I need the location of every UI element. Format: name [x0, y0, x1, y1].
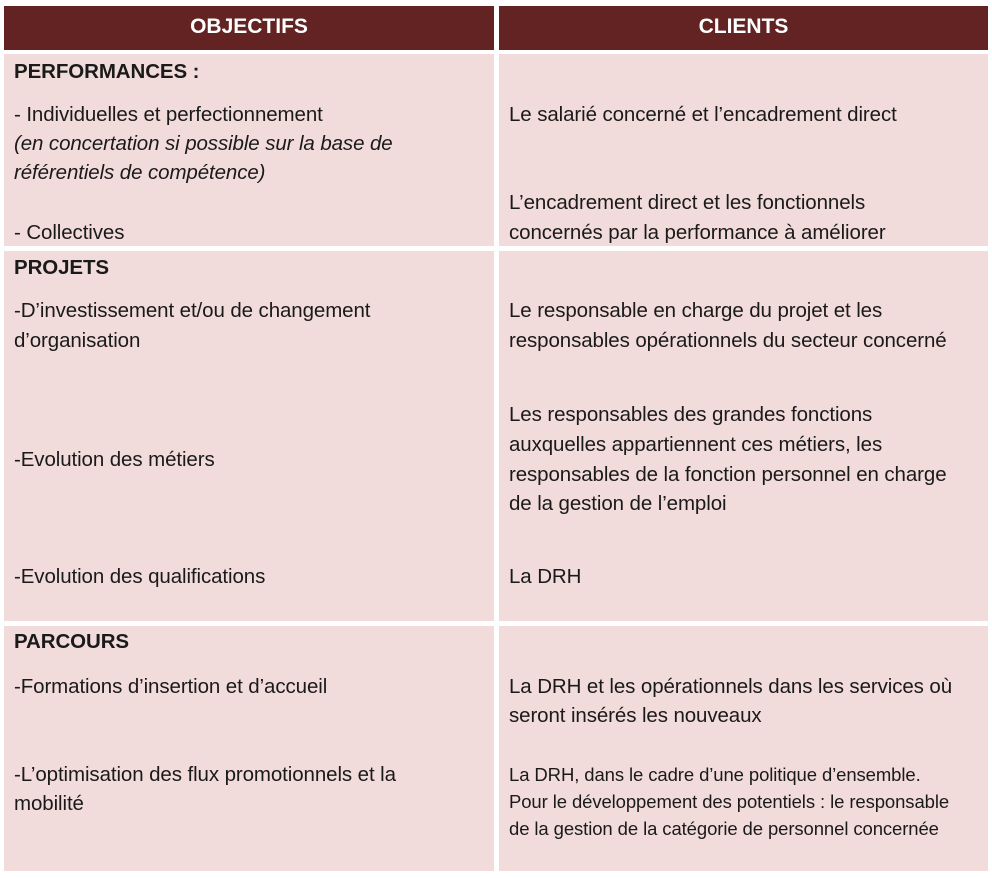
section-title-projets: PROJETS	[14, 256, 109, 279]
client-optimisation-line1: La DRH, dans le cadre d’une politique d’ensemble.	[509, 764, 921, 785]
section-performances-objectives	[4, 54, 494, 246]
section-title-parcours: PARCOURS	[14, 630, 129, 653]
objective-investissement-line1: -D’investissement et/ou de changement	[14, 299, 371, 322]
objective-investissement-line2: d’organisation	[14, 329, 141, 352]
client-collectives-line1: L’encadrement direct et les fonctionnels	[509, 191, 866, 214]
client-metiers-line3: responsables de la fonction personnel en charge	[509, 463, 947, 486]
objective-individuelles-note-line2: référentiels de compétence)	[14, 161, 266, 184]
client-formations-line2: seront insérés les nouveaux	[509, 704, 762, 727]
client-investissement-line1: Le responsable en charge du projet et les	[509, 299, 883, 322]
client-metiers-line2: auxquelles appartiennent ces métiers, les	[509, 433, 883, 456]
objective-evolution-qualifications: -Evolution des qualifications	[14, 565, 266, 588]
client-formations-line1: La DRH et les opérationnels dans les services où	[509, 675, 953, 698]
section-title-performances: PERFORMANCES :	[14, 60, 200, 83]
objective-individuelles: - Individuelles et perfectionnement	[14, 103, 323, 126]
objective-optimisation-line2: mobilité	[14, 792, 84, 815]
column-header-clients	[499, 6, 988, 50]
section-performances-clients	[499, 54, 988, 246]
section-projets-clients	[499, 251, 988, 621]
client-collectives-line2: concernés par la performance à améliorer	[509, 221, 886, 244]
section-projets-objectives	[4, 251, 494, 621]
client-qualifications: La DRH	[509, 565, 582, 588]
column-header-objectives	[4, 6, 494, 50]
client-metiers-line1: Les responsables des grandes fonctions	[509, 403, 873, 426]
objective-formations: -Formations d’insertion et d’accueil	[14, 675, 328, 698]
section-parcours-objectives	[4, 626, 494, 871]
client-optimisation-line2: Pour le développement des potentiels : le responsable	[509, 791, 950, 812]
client-individuelles: Le salarié concerné et l’encadrement direct	[509, 103, 897, 126]
column-header-objectives-label: OBJECTIFS	[190, 15, 308, 38]
objective-evolution-metiers: -Evolution des métiers	[14, 448, 215, 471]
objective-optimisation-line1: -L’optimisation des flux promotionnels et la	[14, 763, 396, 786]
client-investissement-line2: responsables opérationnels du secteur concerné	[509, 329, 947, 352]
client-metiers-line4: de la gestion de l’emploi	[509, 492, 727, 515]
objective-collectives: - Collectives	[14, 221, 125, 244]
column-header-clients-label: CLIENTS	[698, 15, 789, 38]
section-parcours-clients	[499, 626, 988, 871]
objective-individuelles-note-line1: (en concertation si possible sur la base de	[14, 132, 393, 155]
client-optimisation-line3: de la gestion de la catégorie de personnel concernée	[509, 818, 939, 839]
